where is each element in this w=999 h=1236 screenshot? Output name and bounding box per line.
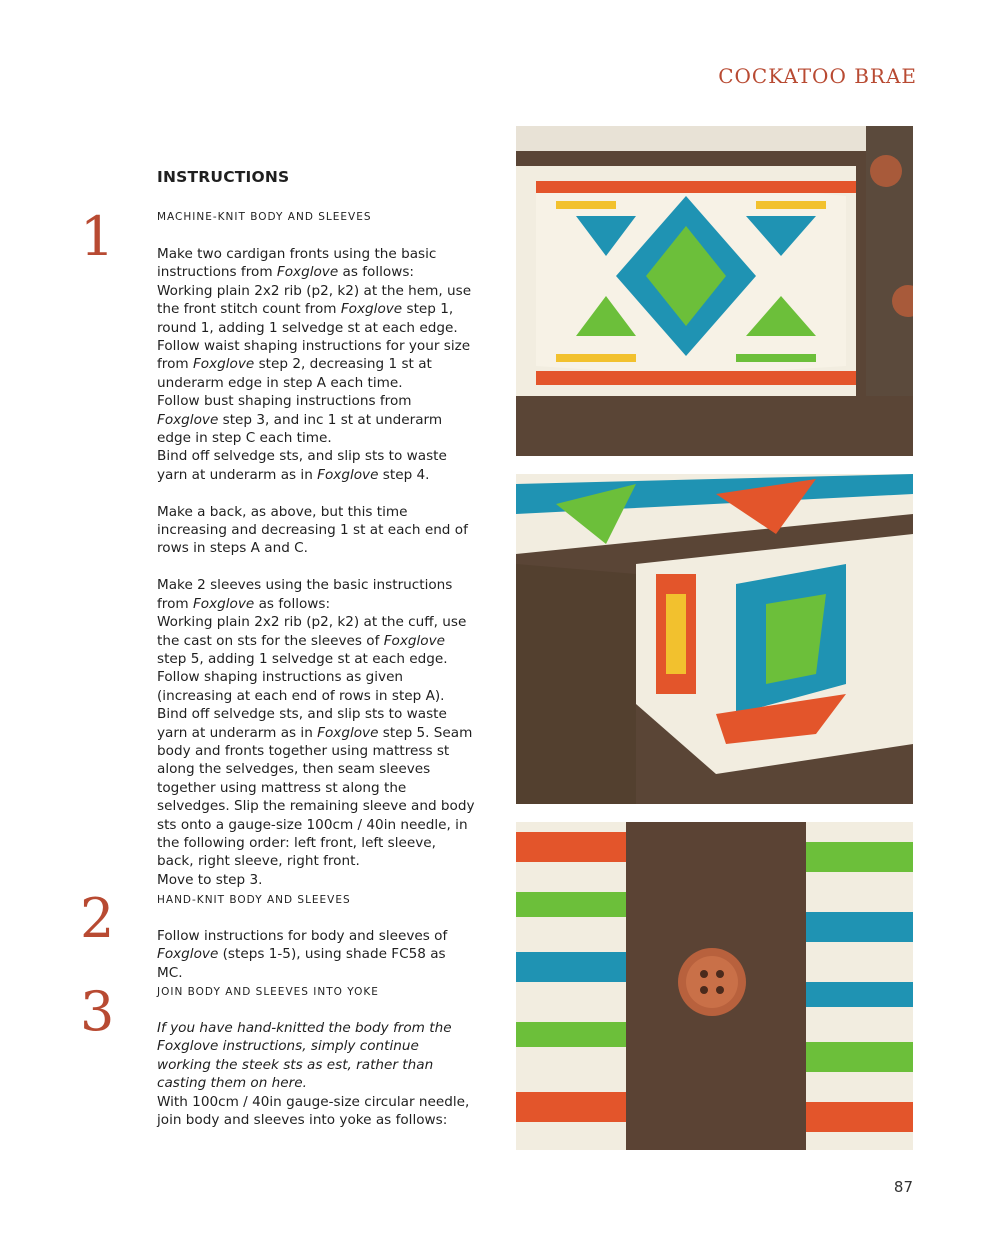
step-body-2 — [157, 927, 475, 982]
step-heading-2: HAND-KNIT BODY AND SLEEVES — [157, 894, 351, 906]
paragraph — [157, 576, 475, 889]
step-number-1: 1 — [80, 205, 115, 268]
paragraph — [157, 503, 475, 558]
photo-yoke-shoulder — [516, 474, 913, 804]
knit-photo-3 — [516, 822, 913, 1150]
text-run: Move to step 3. — [157, 871, 263, 888]
italic-text: Foxglove — [317, 724, 379, 741]
italic-text: Foxglove — [192, 356, 255, 373]
italic-text: Foxglove — [340, 301, 403, 318]
italic-text: Foxglove — [383, 632, 446, 649]
step-number-2: 2 — [80, 887, 115, 950]
italic-text: Foxglove — [317, 466, 379, 483]
step-heading-1: MACHINE-KNIT BODY AND SLEEVES — [157, 211, 372, 223]
text-run: step 4. — [378, 466, 430, 483]
paragraph — [157, 1019, 475, 1129]
step-body-3 — [157, 1019, 475, 1129]
italic-text: Foxglove — [157, 946, 219, 963]
button-1 — [870, 155, 902, 187]
step-heading-3: JOIN BODY AND SLEEVES INTO YOKE — [157, 986, 379, 998]
italic-text: If you have hand-knitted the body from the Foxglove instructions, simply continue working the steek sts as est, rather than casting them on here. — [157, 1020, 452, 1092]
text-run: step 3, and inc 1 st at underarm edge in step C each time. — [157, 411, 443, 447]
text-run: Follow bust shaping instructions from — [157, 393, 412, 410]
paragraph — [157, 245, 475, 484]
italic-text: Foxglove — [157, 411, 219, 428]
step-body-1 — [157, 245, 475, 889]
knit-photo-2 — [516, 474, 913, 804]
text-run: With 100cm / 40in gauge-size circular needle, join body and sleeves into yoke as follows: — [157, 1093, 470, 1129]
text-run: (steps 1-5), using shade FC58 as MC. — [157, 946, 446, 981]
text-run: Working plain 2x2 rib (p2, k2) at the hem, use the front stitch count from — [157, 282, 472, 318]
text-run: Bind off selvedge sts, and slip sts to waste yarn at underarm as in — [157, 448, 447, 483]
text-run: step 5. Seam body and fronts together using mattress st along the selvedges, then seam sleeves together using mattress st along the selvedges. Slip the remaining sleeve and body sts onto a gauge-size 100cm / 40in needle, in the following order: left front, left sleeve, back, right sleeve, right front. — [157, 724, 475, 870]
italic-text: Foxglove — [276, 264, 339, 281]
step-number-3: 3 — [80, 980, 115, 1043]
text-run: Follow instructions for body and sleeves of — [157, 928, 448, 944]
text-run: Working plain 2x2 rib (p2, k2) at the cuff, use the cast on sts for the sleeves of — [157, 614, 467, 649]
running-header: COCKATOO BRAE — [718, 64, 917, 88]
text-run: Follow shaping instructions as given (increasing at each end of rows in step A). Bind off selvedge sts, and slip sts to waste yarn at underarm as in — [157, 669, 447, 741]
text-run: step 1, round 1, adding 1 selvedge st at each edge. Follow waist shaping instructions for your size from — [157, 301, 471, 373]
text-run: Make two cardigan fronts using the basic instructions from — [157, 246, 437, 281]
section-title: INSTRUCTIONS — [157, 168, 290, 186]
page-number: 87 — [893, 1178, 913, 1196]
text-run: as follows: — [338, 264, 415, 281]
paragraph — [157, 927, 475, 982]
text-run: Make a back, as above, but this time increasing and decreasing 1 st at each end of rows in steps A and C. — [157, 503, 468, 557]
text-run: as follows: — [254, 595, 331, 612]
photo-button-band — [516, 822, 913, 1150]
text-run: Make 2 sleeves using the basic instructions from — [157, 577, 453, 612]
photo-yoke-front — [516, 126, 913, 456]
italic-text: Foxglove — [192, 595, 255, 612]
text-run: step 5, adding 1 selvedge st at each edge. — [157, 650, 448, 667]
text-run: step 2, decreasing 1 st at underarm edge in step A each time. — [157, 356, 432, 391]
knit-photo-1 — [516, 126, 913, 456]
